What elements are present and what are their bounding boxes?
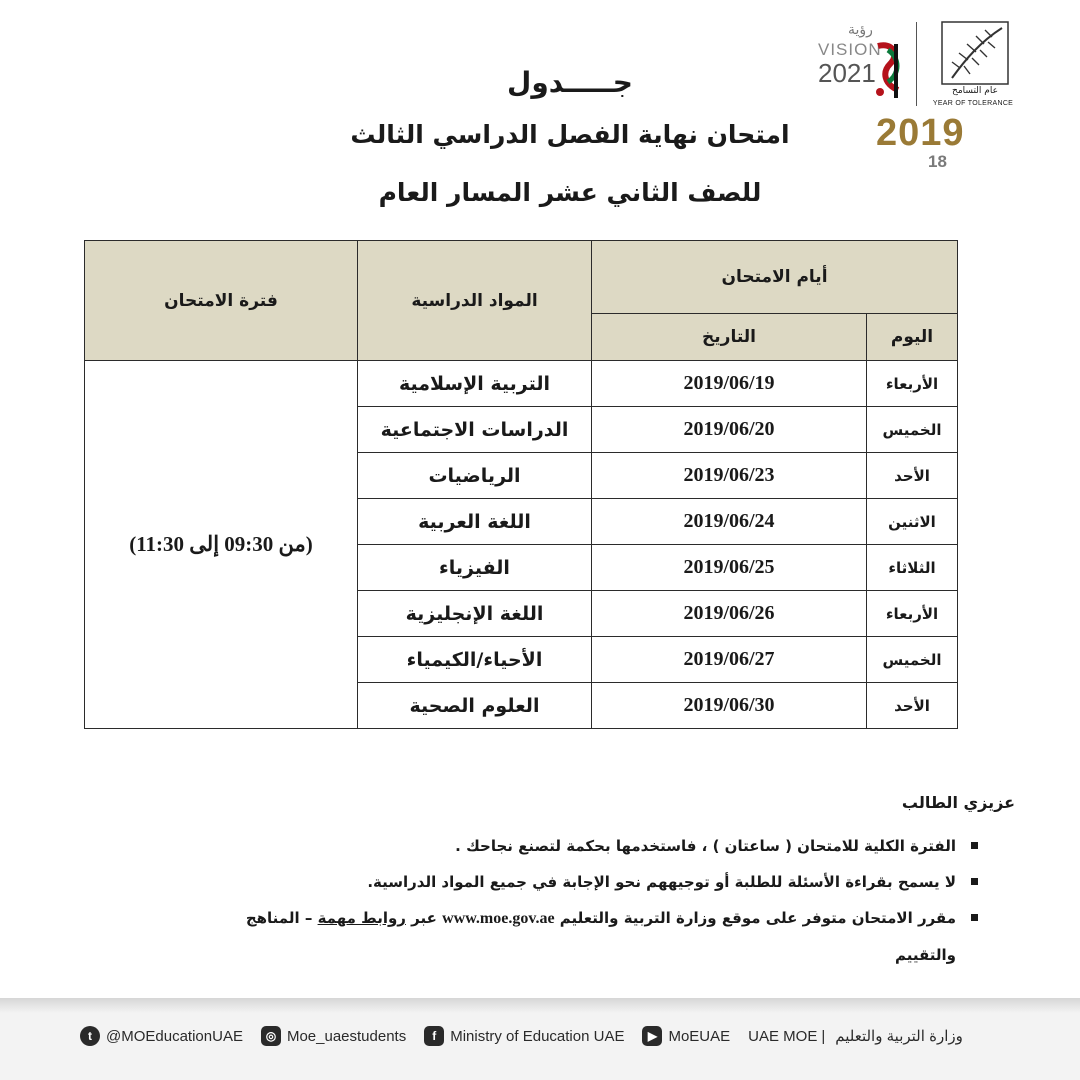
school-year-main: 2019 <box>876 112 965 154</box>
ministry-arabic: وزارة التربية والتعليم <box>835 1028 963 1045</box>
page-title: جـــــدول <box>507 66 633 99</box>
cell-date: 2019/06/24 <box>592 499 867 545</box>
cell-exam-period: (من 09:30 إلى 11:30) <box>85 361 358 729</box>
header-exam-period: فترة الامتحان <box>85 241 358 361</box>
header-day: اليوم <box>867 314 958 361</box>
cell-date: 2019/06/25 <box>592 545 867 591</box>
important-links-link[interactable]: روابط مهمة <box>317 909 406 927</box>
instagram-link[interactable] <box>261 1026 406 1046</box>
vision-label: VISION <box>818 40 882 59</box>
list-item: الفترة الكلية للامتحان ( ساعتان ) ، فاستخدمها بحكمة لتصنع نجاحك . <box>182 828 982 864</box>
youtube-link[interactable] <box>642 1026 730 1046</box>
instagram-handle: Moe_uaestudents <box>286 1027 407 1045</box>
cell-subject: اللغة العربية <box>358 499 592 545</box>
table-row <box>85 361 958 407</box>
facebook-handle: Ministry of Education UAE <box>450 1027 625 1045</box>
cell-subject: الرياضيات <box>358 453 592 499</box>
tolerance-arabic-label: عام التسامح <box>952 86 998 96</box>
notes-list <box>182 828 982 973</box>
cell-date: 2019/06/26 <box>592 591 867 637</box>
moe-website-link[interactable]: www.moe.gov.ae <box>442 910 555 927</box>
cell-subject: الفيزياء <box>358 545 592 591</box>
cell-date: 2019/06/20 <box>592 407 867 453</box>
cell-subject: العلوم الصحية <box>358 683 592 729</box>
note-text: عبر <box>411 909 437 927</box>
notes-heading: عزيزي الطالب <box>901 793 1015 812</box>
cell-day: الثلاثاء <box>867 545 958 591</box>
facebook-link[interactable] <box>424 1026 624 1046</box>
exam-schedule-table <box>84 240 958 729</box>
exam-title: امتحان نهاية الفصل الدراسي الثالث <box>350 120 790 149</box>
vision-year-label: 2021 <box>818 58 876 88</box>
twitter-icon: t <box>80 1026 100 1046</box>
facebook-icon: f <box>424 1026 444 1046</box>
ministry-separator: | <box>821 1027 826 1045</box>
cell-subject: التربية الإسلامية <box>358 361 592 407</box>
note-text: مقرر الامتحان متوفر على موقع وزارة التربية والتعليم <box>559 909 956 927</box>
youtube-handle: MoEUAE <box>668 1027 731 1045</box>
cell-subject: اللغة الإنجليزية <box>358 591 592 637</box>
cell-day: الأربعاء <box>867 591 958 637</box>
header-exam-days: أيام الامتحان <box>592 241 958 314</box>
twitter-handle: @MOEducationUAE <box>106 1027 243 1045</box>
ministry-english: UAE MOE <box>748 1027 818 1045</box>
vision-arabic-label: رؤية <box>848 22 873 38</box>
list-item <box>182 900 982 973</box>
note-text: – المناهج والتقييم <box>245 909 956 964</box>
social-footer <box>80 1022 981 1050</box>
cell-day: الأربعاء <box>867 361 958 407</box>
youtube-icon: ▶ <box>642 1026 662 1046</box>
cell-date: 2019/06/19 <box>592 361 867 407</box>
cell-day: الخميس <box>867 637 958 683</box>
twitter-link[interactable] <box>80 1026 243 1046</box>
tolerance-english-label: YEAR OF TOLERANCE <box>932 100 1014 107</box>
school-year-sub: 18 <box>928 152 947 171</box>
cell-day: الأحد <box>867 683 958 729</box>
grade-title: للصف الثاني عشر المسار العام <box>378 178 762 207</box>
cell-subject: الدراسات الاجتماعية <box>358 407 592 453</box>
cell-date: 2019/06/27 <box>592 637 867 683</box>
list-item: لا يسمح بقراءة الأسئلة للطلبة أو توجيههم نحو الإجابة في جميع المواد الدراسية. <box>182 864 982 900</box>
cell-day: الأحد <box>867 453 958 499</box>
instagram-icon: ◎ <box>261 1026 281 1046</box>
ministry-label <box>748 1027 963 1045</box>
cell-subject: الأحياء/الكيمياء <box>358 637 592 683</box>
cell-date: 2019/06/23 <box>592 453 867 499</box>
cell-day: الاثنين <box>867 499 958 545</box>
cell-day: الخميس <box>867 407 958 453</box>
header-subjects: المواد الدراسية <box>358 241 592 361</box>
cell-date: 2019/06/30 <box>592 683 867 729</box>
header-date: التاريخ <box>592 314 867 361</box>
